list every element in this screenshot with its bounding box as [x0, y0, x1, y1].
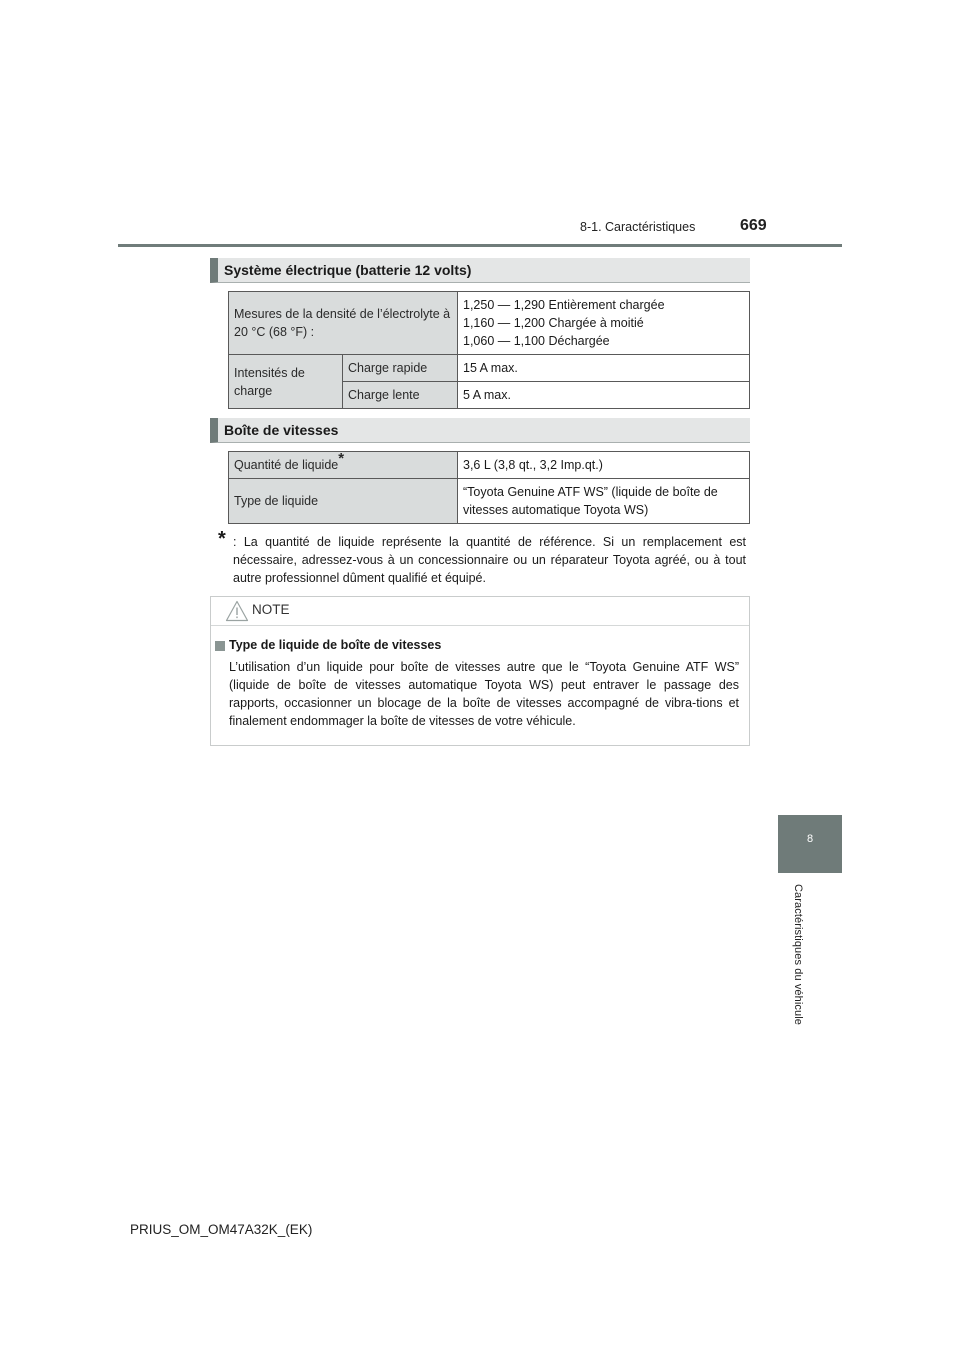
bullet-square-icon	[215, 641, 225, 651]
chapter-number: 8	[806, 833, 814, 845]
table-row	[229, 452, 750, 479]
section-header-gearbox-title: Boîte de vitesses	[224, 422, 339, 438]
header-rule	[118, 244, 842, 247]
chapter-label: Caractéristiques du véhicule	[792, 884, 804, 1025]
density-value-empty: 1,060 — 1,100 Déchargée	[463, 334, 610, 348]
table-row	[229, 355, 750, 382]
section-header-electrical-title: Système électrique (batterie 12 volts)	[224, 262, 472, 278]
page-number: 669	[740, 217, 767, 234]
note-subtitle: Type de liquide de boîte de vitesses	[229, 638, 442, 652]
chapter-tab	[778, 815, 842, 873]
table-row	[229, 479, 750, 524]
fast-charge-label: Charge rapide	[343, 355, 458, 382]
section-header-gearbox	[210, 418, 750, 443]
document-code: PRIUS_OM_OM47A32K_(EK)	[130, 1222, 313, 1237]
note-body: L’utilisation d’un liquide pour boîte de vitesses autre que le “Toyota Genuine ATF WS” (liquide de boîte de vitesses automatique Toyota WS) peut entraver le passage des rapports, occasionner un blocage de la boîte de vitesses accompagné de vibra-tions et finalement endommager la boîte de vitesses de votre véhicule.	[229, 660, 739, 728]
slow-charge-value: 5 A max.	[458, 382, 750, 409]
footnote-text: : La quantité de liquide représente la quantité de référence. Si un remplacement est nécessaire, adressez-vous à un concessionnaire ou un réparateur Toyota agréé, ou à tout autre professionnel dûment qualifié et équipé.	[233, 535, 746, 585]
density-values	[458, 292, 750, 355]
density-label: Mesures de la densité de l’électrolyte à 20 °C (68 °F) :	[229, 292, 458, 355]
gearbox-table	[228, 451, 750, 524]
fluid-quantity-value: 3,6 L (3,8 qt., 3,2 Imp.qt.)	[458, 452, 750, 479]
charge-label: Intensités de charge	[229, 355, 343, 409]
fluid-type-label: Type de liquide	[229, 479, 458, 524]
fluid-type-value: “Toyota Genuine ATF WS” (liquide de boîte de vitesses automatique Toyota WS)	[458, 479, 750, 524]
fast-charge-value: 15 A max.	[458, 355, 750, 382]
density-value-half: 1,160 — 1,200 Chargée à moitié	[463, 316, 644, 330]
note-divider	[211, 625, 749, 626]
section-header-electrical	[210, 258, 750, 283]
slow-charge-label: Charge lente	[343, 382, 458, 409]
density-value-full: 1,250 — 1,290 Entièrement chargée	[463, 298, 665, 312]
footnote-marker: *	[338, 449, 345, 467]
warning-icon	[225, 600, 249, 622]
section-title: 8-1. Caractéristiques	[580, 220, 696, 234]
fluid-quantity-label: Quantité de liquide*	[229, 452, 458, 479]
electrical-table	[228, 291, 750, 409]
table-row	[229, 292, 750, 355]
note-title: NOTE	[252, 602, 290, 617]
footnote-star: *	[218, 528, 226, 550]
